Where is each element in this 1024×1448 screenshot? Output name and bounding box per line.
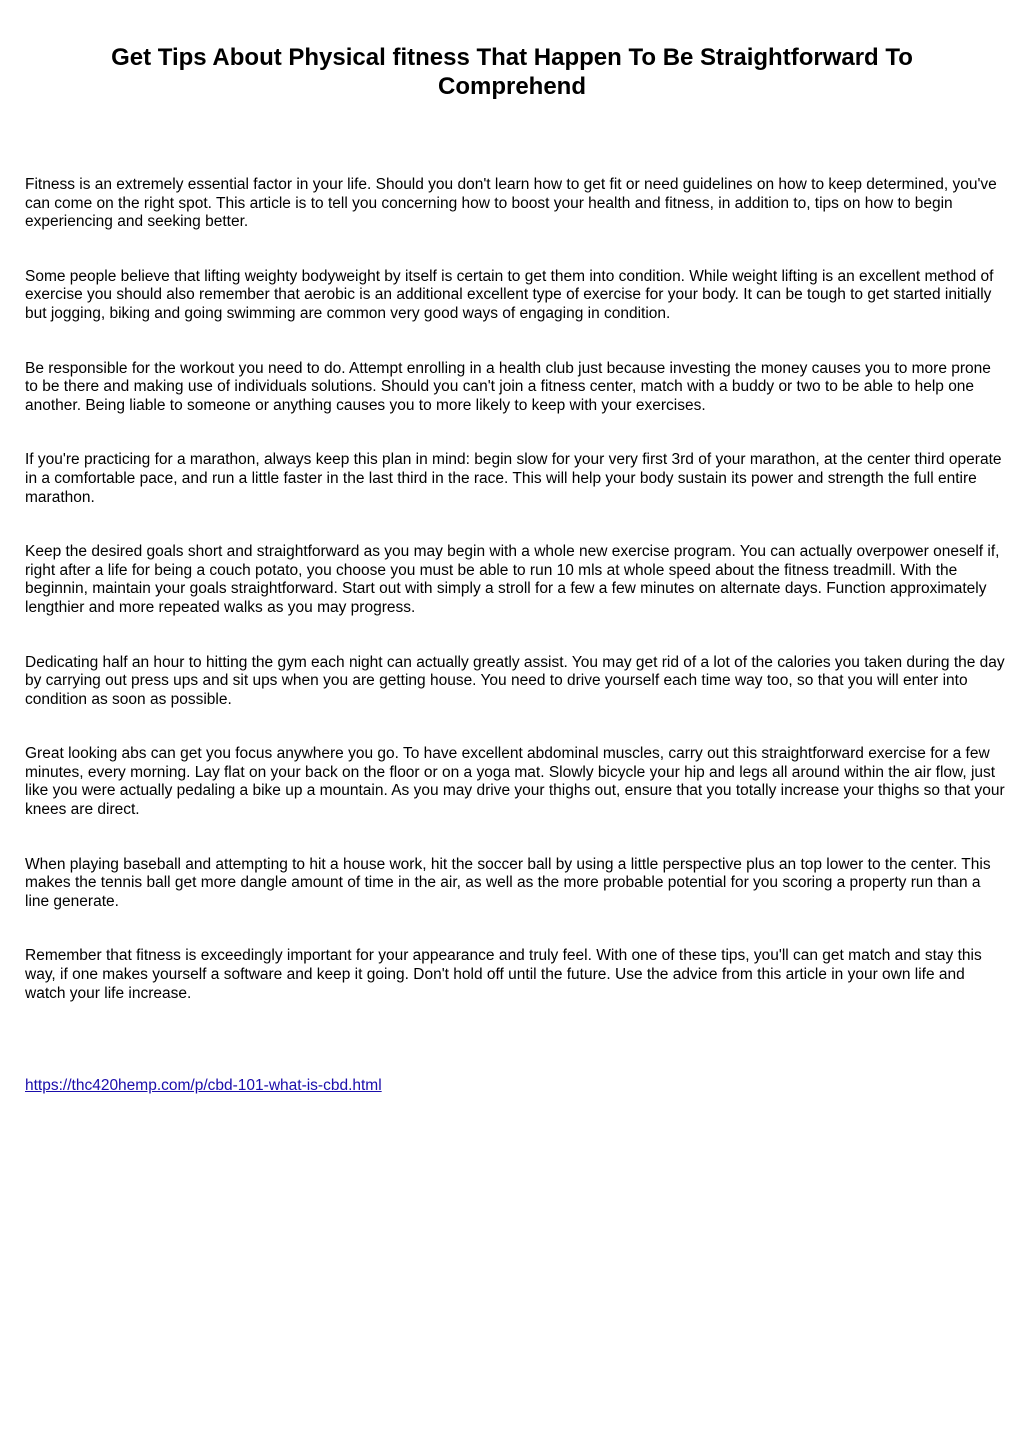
paragraph-7: Great looking abs can get you focus anywhere you go. To have excellent abdominal muscles, carry out this straightforward exercise for a few minutes, every morning. Lay flat on your back on the floor or on a yoga mat. Slowly bicycle your hip and legs all around within the air flow, just like you were actually pedaling a bike up a mountain. As you may drive your thighs out, ensure that you totally increase your thighs so that your knees are direct. [25, 745, 1005, 819]
paragraph-9: Remember that fitness is exceedingly important for your appearance and truly feel. With one of these tips, you'll can get match and stay this way, if one makes yourself a software and keep it going. Don't hold off until the future. Use the advice from this article in your own life and watch your life increase. [25, 947, 982, 1002]
paragraph-8: When playing baseball and attempting to hit a house work, hit the soccer ball by using a little perspective plus an top lower to the center. This makes the tennis ball get more dangle amount of time in the air, as well as the more probable potential for you scoring a property run than a line generate. [25, 855, 991, 910]
paragraph-3: Be responsible for the workout you need to do. Attempt enrolling in a health club just because investing the money causes you to more prone to be there and making use of individuals solutions. Should you can't join a fitness center, match with a buddy or two to be able to help one another. Being liable to someone or anything causes you to more likely to keep with your exercises. [25, 359, 991, 414]
page-title: Get Tips About Physical fitness That Happen To Be Straightforward To Comprehend [111, 44, 913, 100]
paragraph-5: Keep the desired goals short and straightforward as you may begin with a whole new exercise program. You can actually overpower oneself if, right after a life for being a couch potato, you choose you must be able to run 10 mls at whole speed about the fitness treadmill. With the beginnin, maintain your goals straightforward. Start out with simply a stroll for a few a few minutes on alternate days. Function approximately lengthier and more repeated walks as you may progress. [25, 543, 1000, 616]
paragraph-1: Fitness is an extremely essential factor in your life. Should you don't learn how to get fit or need guidelines on how to keep determined, you've can come on the right spot. This article is to tell you concerning how to boost your health and fitness, in addition to, tips on how to begin experiencing and seeking better. [25, 176, 997, 231]
paragraph-6: Dedicating half an hour to hitting the gym each night can actually greatly assist. You may get rid of a lot of the calories you taken during the day by carrying out press ups and sit ups when you are getting house. You need to drive yourself each time way too, so that you will enter into condition as soon as possible. [25, 653, 1005, 708]
paragraph-2: Some people believe that lifting weighty bodyweight by itself is certain to get them into condition. While weight lifting is an excellent method of exercise you should also remember that aerobic is an additional excellent type of exercise for your body. It can be tough to get started initially but jogging, biking and going swimming are common very good ways of engaging in condition. [25, 267, 994, 322]
source-link[interactable]: https://thc420hemp.com/p/cbd-101-what-is-cbd.html [25, 1077, 382, 1094]
article-body [25, 176, 1005, 1039]
paragraph-4: If you're practicing for a marathon, always keep this plan in mind: begin slow for your very first 3rd of your marathon, at the center third operate in a comfortable pace, and run a little faster in the last third in the race. This will help your body sustain its power and strength the full entire marathon. [25, 451, 1002, 506]
